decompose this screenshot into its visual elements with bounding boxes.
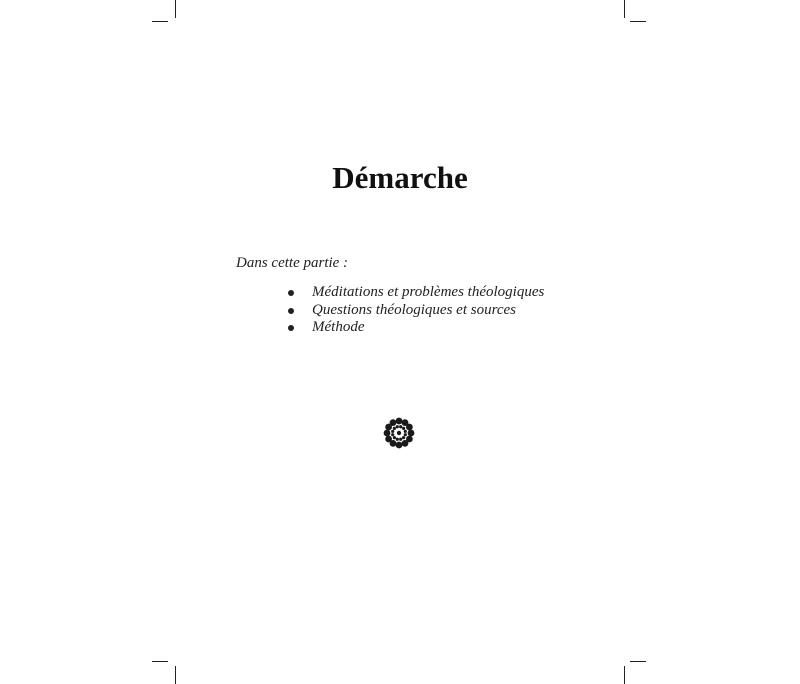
topic-label: Questions théologiques et sources xyxy=(312,301,517,318)
rosette-petal-inner xyxy=(393,436,396,439)
rosette-petal-inner xyxy=(399,438,402,441)
crop-mark-top-right-v xyxy=(624,0,625,18)
list-item xyxy=(286,319,544,337)
rosette-petal-inner xyxy=(391,433,394,436)
topic-list xyxy=(286,284,544,337)
rosette-petal-inner xyxy=(402,436,405,439)
list-item xyxy=(286,302,544,320)
rosette-petal-inner xyxy=(393,427,396,430)
floral-rosette-icon xyxy=(383,417,415,449)
topic-label: Méthode xyxy=(312,319,365,335)
crop-mark-top-right-h xyxy=(630,21,646,22)
rosette-petal-inner xyxy=(399,425,402,428)
topic-label: Méditations et problèmes théologiques xyxy=(312,284,545,300)
bullet-icon xyxy=(288,325,294,331)
bullet-icon xyxy=(288,290,294,296)
rosette-petal-outer xyxy=(384,430,391,437)
rosette-petal-outer xyxy=(396,418,403,425)
crop-mark-bottom-right-v xyxy=(624,666,625,684)
crop-mark-bottom-right-h xyxy=(630,661,646,662)
rosette-petal-outer xyxy=(408,430,415,437)
rosette-petal-inner xyxy=(396,438,399,441)
rosette-petal-outer xyxy=(385,436,392,443)
rosette-petal-outer xyxy=(402,440,409,447)
crop-mark-top-left-v xyxy=(175,0,176,18)
rosette-petal-inner xyxy=(391,430,394,433)
intro-text: Dans cette partie : xyxy=(236,255,349,271)
crop-mark-bottom-left-v xyxy=(175,666,176,684)
rosette-petal-outer xyxy=(406,424,413,431)
page-title: Démarche xyxy=(332,160,468,195)
rosette-petal-outer xyxy=(390,419,397,426)
rosette-petal-inner xyxy=(404,430,407,433)
rosette-petal-inner xyxy=(402,427,405,430)
rosette-petal-outer xyxy=(396,442,403,449)
crop-mark-bottom-left-h xyxy=(152,661,168,662)
rosette-petal-inner xyxy=(404,433,407,436)
bullet-icon xyxy=(288,308,294,314)
crop-mark-top-left-h xyxy=(152,21,168,22)
rosette-petal-inner xyxy=(396,425,399,428)
list-item xyxy=(286,284,544,302)
